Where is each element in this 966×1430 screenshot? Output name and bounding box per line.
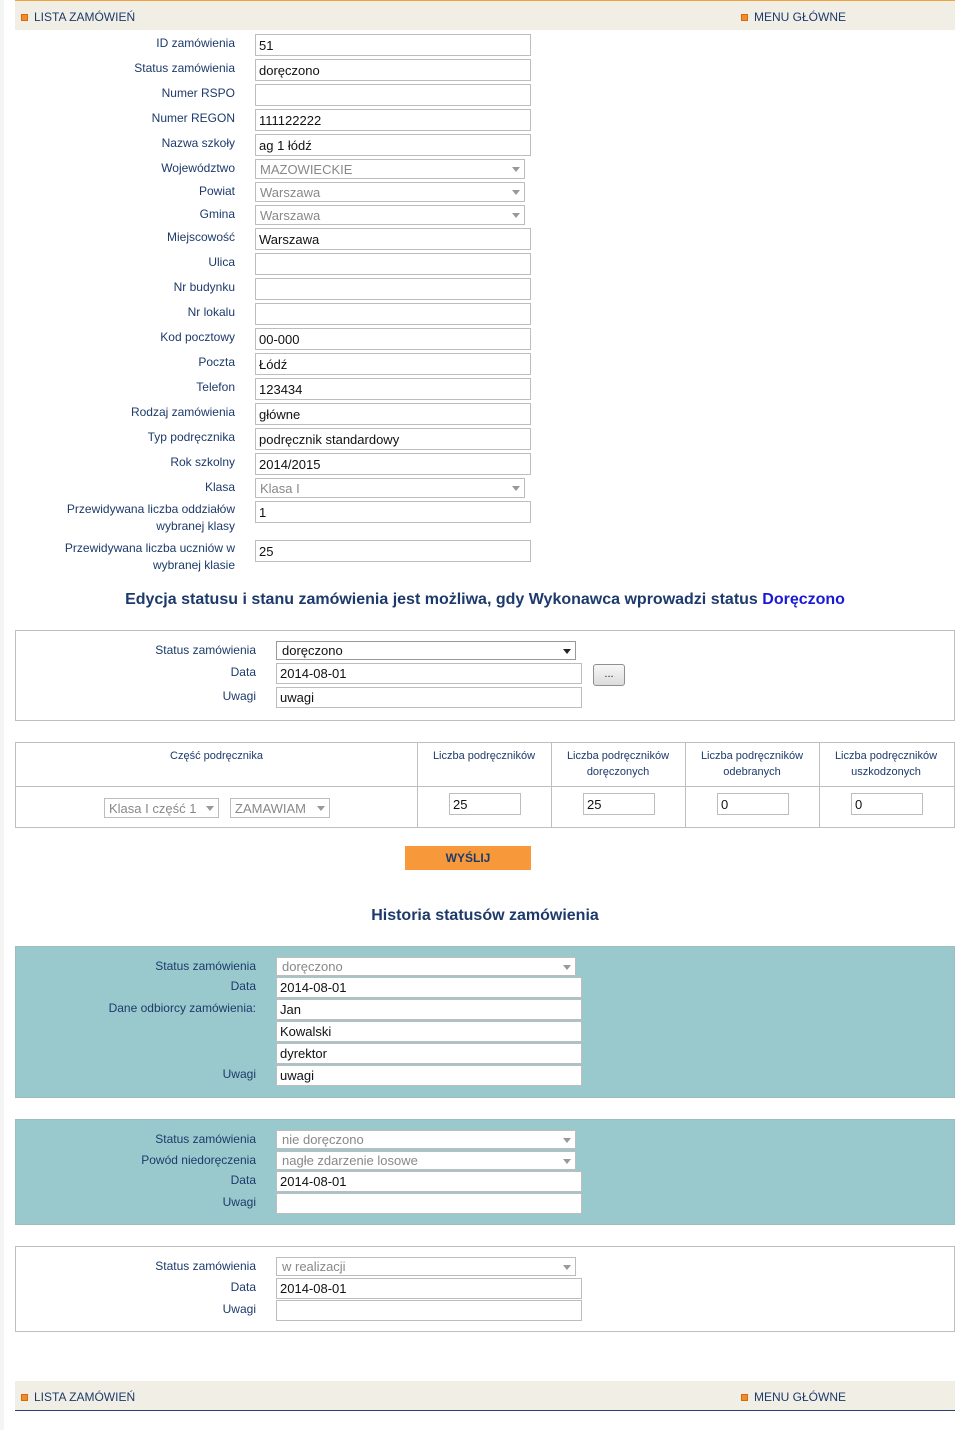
- table-col-divider: [685, 743, 686, 827]
- building-field[interactable]: [255, 278, 531, 300]
- main-menu-link[interactable]: [741, 1390, 846, 1404]
- street-label: Ulica: [208, 255, 235, 269]
- voivodeship-value: MAZOWIECKIE: [260, 162, 353, 177]
- non-delivery-reason-label: Powód niedoręczenia: [141, 1153, 256, 1167]
- submit-button[interactable]: WYŚLIJ: [405, 846, 531, 870]
- history-status-value: nie doręczono: [282, 1132, 364, 1147]
- phone-field[interactable]: 123434: [255, 378, 531, 400]
- postal-code-field[interactable]: 00-000: [255, 328, 531, 350]
- history-status-value: doręczono: [282, 959, 343, 974]
- history-notes-label: Uwagi: [222, 1067, 256, 1081]
- history-notes-label: Uwagi: [222, 1302, 256, 1316]
- rspo-field[interactable]: [255, 84, 531, 106]
- order-type-label: Rodzaj zamówienia: [130, 405, 235, 419]
- history-notes-label: Uwagi: [222, 1195, 256, 1209]
- books-table: [15, 742, 955, 828]
- th-book-part: Część podręcznika: [170, 750, 263, 762]
- history-notes-field[interactable]: [276, 1300, 582, 1321]
- bullet-icon: [741, 14, 748, 21]
- post-office-field[interactable]: Łódź: [255, 353, 531, 375]
- history-date-label: Data: [230, 1173, 256, 1187]
- bullet-icon: [21, 1394, 28, 1401]
- chevron-down-icon: [563, 1138, 571, 1143]
- chevron-down-icon: [563, 1265, 571, 1270]
- recipient-label: Dane odbiorcy zamówienia:: [108, 1001, 256, 1015]
- flat-field[interactable]: [255, 303, 531, 325]
- chevron-down-icon: [512, 167, 520, 172]
- history-heading: Historia statusów zamówienia: [371, 907, 599, 924]
- edit-heading: [4, 591, 966, 609]
- recipient-first-name-field[interactable]: Jan: [276, 999, 582, 1020]
- th-delivered-count: Liczba podręczników doręczonych: [566, 750, 670, 778]
- history-status-label: Status zamówienia: [155, 959, 256, 973]
- flat-label: Nr lokalu: [187, 305, 235, 319]
- recipient-role-field[interactable]: dyrektor: [276, 1043, 582, 1064]
- history-entry: [15, 946, 955, 1098]
- commune-select[interactable]: [255, 205, 525, 225]
- city-field[interactable]: Warszawa: [255, 228, 531, 250]
- students-label: Przewidywana liczba uczniów w wybranej klasie: [64, 541, 235, 572]
- non-delivery-reason-value: nagłe zdarzenie losowe: [282, 1153, 418, 1168]
- regon-label: Numer REGON: [151, 111, 235, 125]
- edit-notes-label: Uwagi: [222, 689, 256, 703]
- post-office-label: Poczta: [198, 355, 235, 369]
- date-picker-button[interactable]: ...: [593, 664, 625, 686]
- postal-code-label: Kod pocztowy: [160, 330, 235, 344]
- history-entry: [15, 1246, 955, 1332]
- divisions-label: Przewidywana liczba oddziałów wybranej klasy: [66, 502, 235, 533]
- street-field[interactable]: [255, 253, 531, 275]
- bullet-icon: [21, 14, 28, 21]
- chevron-down-icon: [512, 213, 520, 218]
- chevron-down-icon: [206, 806, 214, 811]
- top-navbar: [15, 0, 955, 30]
- history-date-field[interactable]: 2014-08-01: [276, 1278, 582, 1299]
- edit-heading-highlight: Doręczono: [762, 591, 845, 608]
- chevron-down-icon: [563, 649, 571, 654]
- damaged-count-field[interactable]: 0: [851, 793, 923, 815]
- table-col-divider: [819, 743, 820, 827]
- received-count-field[interactable]: 0: [717, 793, 789, 815]
- history-status-select[interactable]: [276, 1257, 576, 1276]
- history-notes-field[interactable]: uwagi: [276, 1065, 582, 1086]
- orders-list-link[interactable]: [21, 10, 135, 24]
- history-date-field[interactable]: 2014-08-01: [276, 1171, 582, 1192]
- chevron-down-icon: [317, 806, 325, 811]
- edit-status-label: Status zamówienia: [155, 643, 256, 657]
- table-col-divider: [551, 743, 552, 827]
- book-type-label: Typ podręcznika: [147, 430, 235, 444]
- order-status-field[interactable]: doręczono: [255, 59, 531, 81]
- book-type-field[interactable]: podręcznik standardowy: [255, 428, 531, 450]
- history-date-label: Data: [230, 979, 256, 993]
- edit-heading-text: Edycja statusu i stanu zamówienia jest możliwa, gdy Wykonawca wprowadzi status: [125, 591, 763, 608]
- county-select[interactable]: [255, 182, 525, 202]
- edit-status-value: doręczono: [282, 643, 343, 658]
- book-part-select[interactable]: [104, 798, 219, 818]
- regon-field[interactable]: 111122222: [255, 109, 531, 131]
- commune-label: Gmina: [199, 207, 235, 221]
- county-label: Powiat: [198, 184, 235, 198]
- history-entry: [15, 1119, 955, 1225]
- history-status-value: w realizacji: [282, 1259, 346, 1274]
- divisions-field[interactable]: 1: [255, 501, 531, 523]
- history-status-label: Status zamówienia: [155, 1259, 256, 1273]
- history-date-field[interactable]: 2014-08-01: [276, 977, 582, 998]
- main-menu-label[interactable]: MENU GŁÓWNE: [754, 1390, 847, 1404]
- orders-list-label[interactable]: LISTA ZAMÓWIEŃ: [34, 1390, 136, 1404]
- orders-list-label[interactable]: LISTA ZAMÓWIEŃ: [34, 10, 136, 24]
- school-name-field[interactable]: ag 1 łódź: [255, 134, 531, 156]
- order-status-label: Status zamówienia: [134, 61, 235, 75]
- order-id-label: ID zamówienia: [156, 36, 235, 50]
- phone-label: Telefon: [196, 380, 235, 394]
- building-label: Nr budynku: [173, 280, 235, 294]
- main-menu-link[interactable]: [741, 10, 846, 24]
- bottom-navbar: [15, 1381, 955, 1411]
- th-books-count: Liczba podręczników: [432, 750, 536, 762]
- history-date-label: Data: [230, 1280, 256, 1294]
- school-name-label: Nazwa szkoły: [161, 136, 235, 150]
- county-value: Warszawa: [260, 185, 321, 200]
- voivodeship-label: Województwo: [161, 161, 235, 175]
- history-status-select[interactable]: [276, 1130, 576, 1149]
- history-status-label: Status zamówienia: [155, 1132, 256, 1146]
- chevron-down-icon: [563, 1159, 571, 1164]
- recipient-last-name-field[interactable]: Kowalski: [276, 1021, 582, 1042]
- edit-date-field[interactable]: 2014-08-01: [276, 663, 582, 684]
- school-year-field[interactable]: 2014/2015: [255, 453, 531, 475]
- order-type-field[interactable]: główne: [255, 403, 531, 425]
- class-select[interactable]: [255, 478, 525, 498]
- edit-notes-field[interactable]: uwagi: [276, 687, 582, 708]
- class-label: Klasa: [204, 480, 235, 494]
- main-menu-label[interactable]: MENU GŁÓWNE: [754, 10, 847, 24]
- history-status-select[interactable]: [276, 957, 576, 976]
- chevron-down-icon: [512, 190, 520, 195]
- city-label: Miejscowość: [166, 230, 235, 244]
- voivodeship-select[interactable]: [255, 159, 525, 179]
- rspo-label: Numer RSPO: [161, 86, 235, 100]
- th-received-count: Liczba podręczników odebranych: [700, 750, 804, 778]
- edit-status-select[interactable]: [276, 641, 576, 660]
- order-id-field[interactable]: 51: [255, 34, 531, 56]
- edit-date-label: Data: [230, 665, 256, 679]
- bullet-icon: [741, 1394, 748, 1401]
- book-part-value: Klasa I część 1: [109, 801, 197, 816]
- school-year-label: Rok szkolny: [170, 455, 235, 469]
- delivered-count-field[interactable]: 25: [583, 793, 655, 815]
- class-value: Klasa I: [260, 481, 300, 496]
- chevron-down-icon: [563, 965, 571, 970]
- students-field[interactable]: 25: [255, 540, 531, 562]
- action-value: ZAMAWIAM: [235, 801, 307, 816]
- status-edit-box: [15, 630, 955, 721]
- chevron-down-icon: [512, 486, 520, 491]
- orders-list-link[interactable]: [21, 1390, 135, 1404]
- non-delivery-reason-select[interactable]: [276, 1151, 576, 1170]
- page: [4, 0, 966, 1430]
- commune-value: Warszawa: [260, 208, 321, 223]
- history-notes-field[interactable]: [276, 1193, 582, 1214]
- action-select[interactable]: [230, 798, 330, 818]
- books-count-field[interactable]: 25: [449, 793, 521, 815]
- th-damaged-count: Liczba podręczników uszkodzonych: [834, 750, 938, 778]
